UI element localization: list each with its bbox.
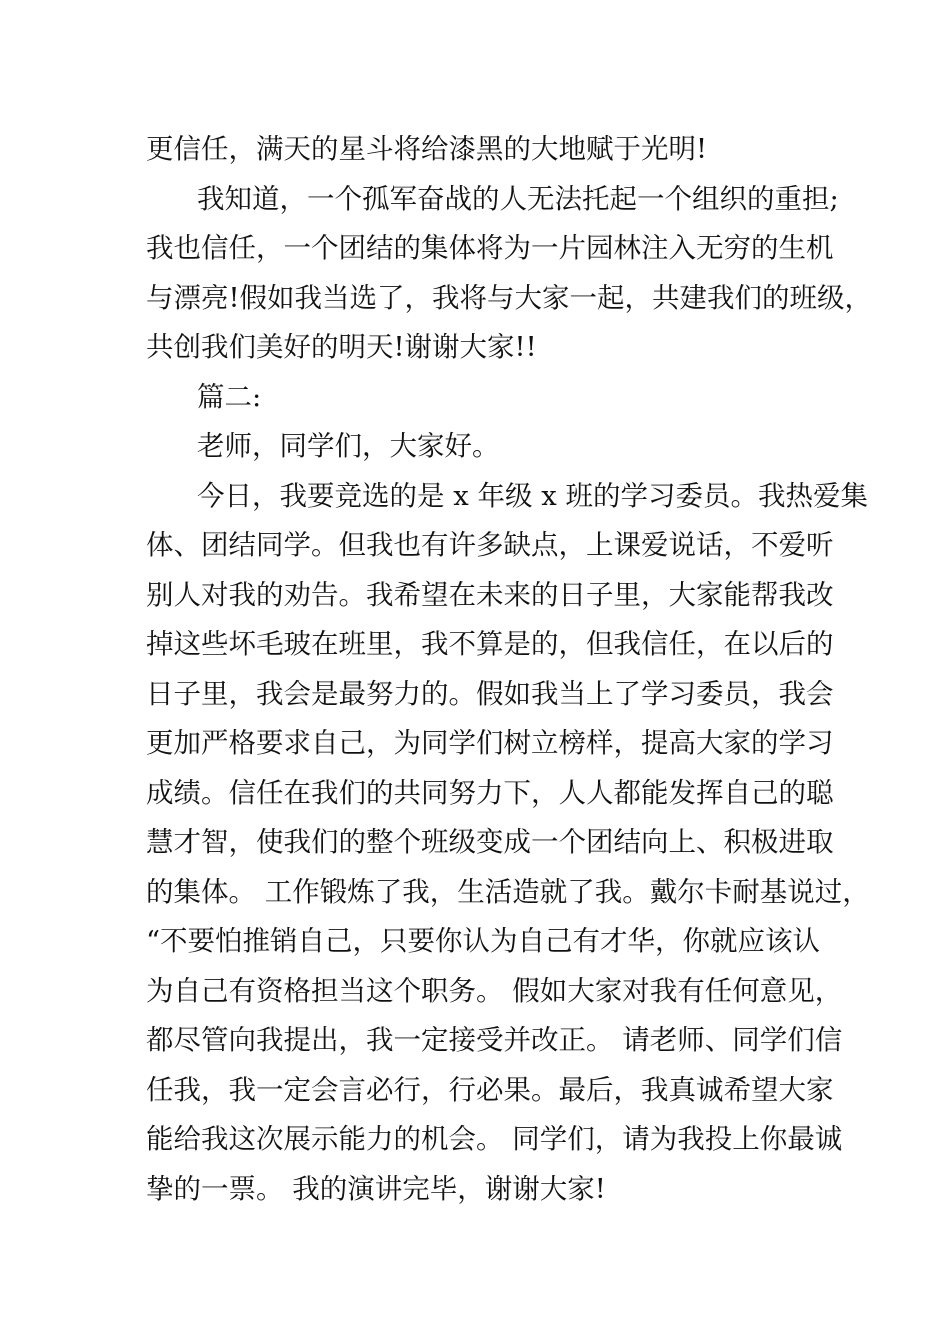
text-line: 任我，我一定会言必行，行必果。最后，我真诚希望大家 xyxy=(146,1073,834,1106)
text-line: 更加严格要求自己，为同学们树立榜样，提高大家的学习 xyxy=(146,727,834,759)
text-line: 日子里，我会是最努力的。假如我当上了学习委员，我会 xyxy=(146,677,834,710)
text-line: 能给我这次展示能力的机会。 同学们，请为我投上你最诚 xyxy=(146,1123,843,1155)
text-line: 的集体。 工作锻炼了我，生活造就了我。戴尔卡耐基说过， xyxy=(146,875,870,908)
text-line: 体、团结同学。但我也有许多缺点，上课爱说话，不爱听 xyxy=(146,529,834,561)
section-heading: 篇二: xyxy=(197,380,262,413)
text-line: 我知道，一个孤军奋战的人无法托起一个组织的重担; xyxy=(197,182,839,215)
text-line: 与漂亮!假如我当选了，我将与大家一起，共建我们的班级， xyxy=(146,281,873,314)
greeting-line: 老师，同学们，大家好。 xyxy=(197,430,500,462)
text-line: 挚的一票。 我的演讲完毕，谢谢大家! xyxy=(146,1172,606,1205)
text-line: 成绩。信任在我们的共同努力下，人人都能发挥自己的聪 xyxy=(146,776,834,809)
text-line: 今日，我要竞选的是 x 年级 x 班的学习委员。我热爱集 xyxy=(197,479,868,512)
text-line: 别人对我的劝告。我希望在未来的日子里，大家能帮我改 xyxy=(146,578,834,611)
document-body xyxy=(146,125,873,1214)
text-line: 为自己有资格担当这个职务。 假如大家对我有任何意见， xyxy=(146,974,843,1007)
text-line: 掉这些坏毛玻在班里，我不算是的，但我信任，在以后的 xyxy=(146,628,834,660)
text-line: 都尽管向我提出，我一定接受并改正。 请老师、同学们信 xyxy=(146,1024,843,1056)
text-line: 我也信任，一个团结的集体将为一片园林注入无穷的生机 xyxy=(146,232,834,264)
text-line: 共创我们美好的明天!谢谢大家!! xyxy=(146,331,537,363)
text-line: 更信任，满天的星斗将给漆黑的大地赋于光明! xyxy=(146,133,708,165)
text-line: 慧才智，使我们的整个班级变成一个团结向上、积极进取 xyxy=(146,826,834,858)
text-line: “不要怕推销自己，只要你认为自己有才华，你就应该认 xyxy=(146,925,821,957)
